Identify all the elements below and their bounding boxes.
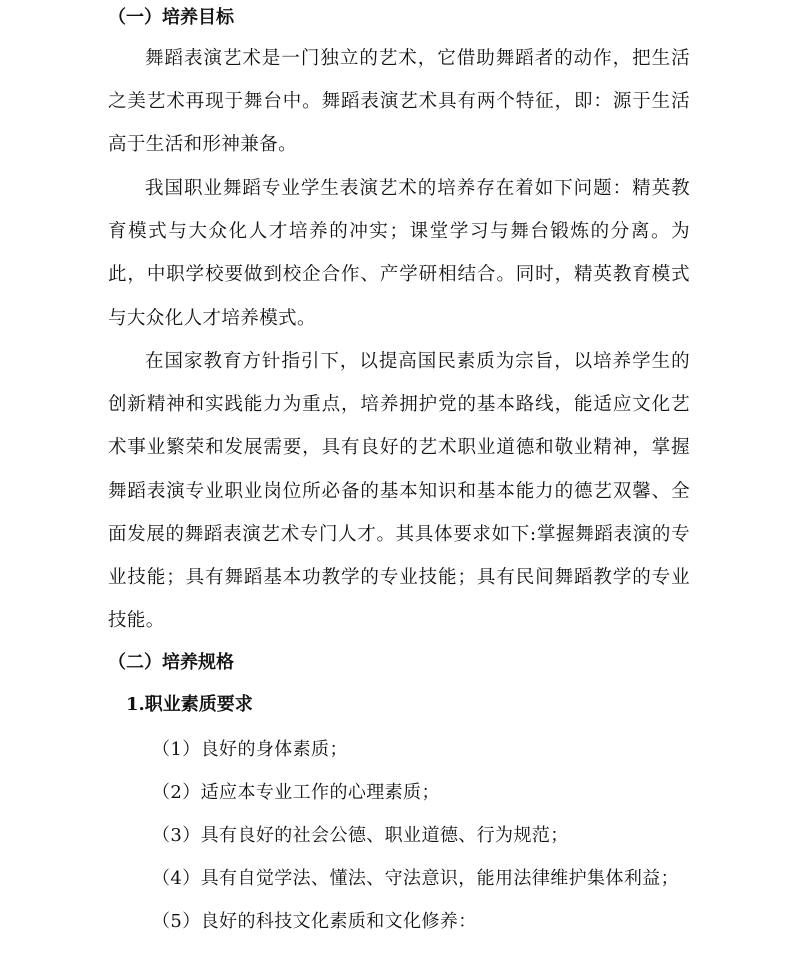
paragraph-training-objective: 在国家教育方针指引下，以提高国民素质为宗旨，以培养学生的创新精神和实践能力为重点，培养拥护党的基本路线，能适应文化艺术事业繁荣和发展需要，具有良好的艺术职业道德和敬业精神，掌握舞蹈表演专业职业岗位所必备的基本知识和基本能力的德艺双馨、全面发展的舞蹈表演艺术专门人才。其具体要求如下:掌握舞蹈表演的专业技能；具有舞蹈基本功教学的专业技能；具有民间舞蹈教学的专业技能。 bbox=[108, 351, 690, 632]
list-item: （2）适应本专业工作的心理素质； bbox=[152, 782, 440, 803]
paragraph-training-problems: 我国职业舞蹈专业学生表演艺术的培养存在着如下问题：精英教育模式与大众化人才培养的冲实；课堂学习与舞台锻炼的分离。为此，中职学校要做到校企合作、产学研相结合。同时，精英教育模式与大众化人才培养模式。 bbox=[108, 178, 690, 329]
list-item: （3）具有良好的社会公德、职业道德、行为规范； bbox=[152, 825, 569, 846]
section-heading-training-goals: （一）培养目标 bbox=[108, 7, 234, 28]
section-heading-training-specs: （二）培养规格 bbox=[108, 652, 234, 673]
list-item: （1）良好的身体素质； bbox=[152, 739, 348, 760]
subheading-professional-quality: 1.职业素质要求 bbox=[126, 694, 253, 715]
paragraph-dance-art-intro: 舞蹈表演艺术是一门独立的艺术，它借助舞蹈者的动作，把生活之美艺术再现于舞台中。舞蹈表演艺术具有两个特征，即：源于生活高于生活和形神兼备。 bbox=[108, 48, 690, 156]
list-item: （4）具有自觉学法、懂法、守法意识，能用法律维护集体利益； bbox=[152, 868, 680, 889]
list-item: （5）良好的科技文化素质和文化修养： bbox=[152, 911, 477, 932]
